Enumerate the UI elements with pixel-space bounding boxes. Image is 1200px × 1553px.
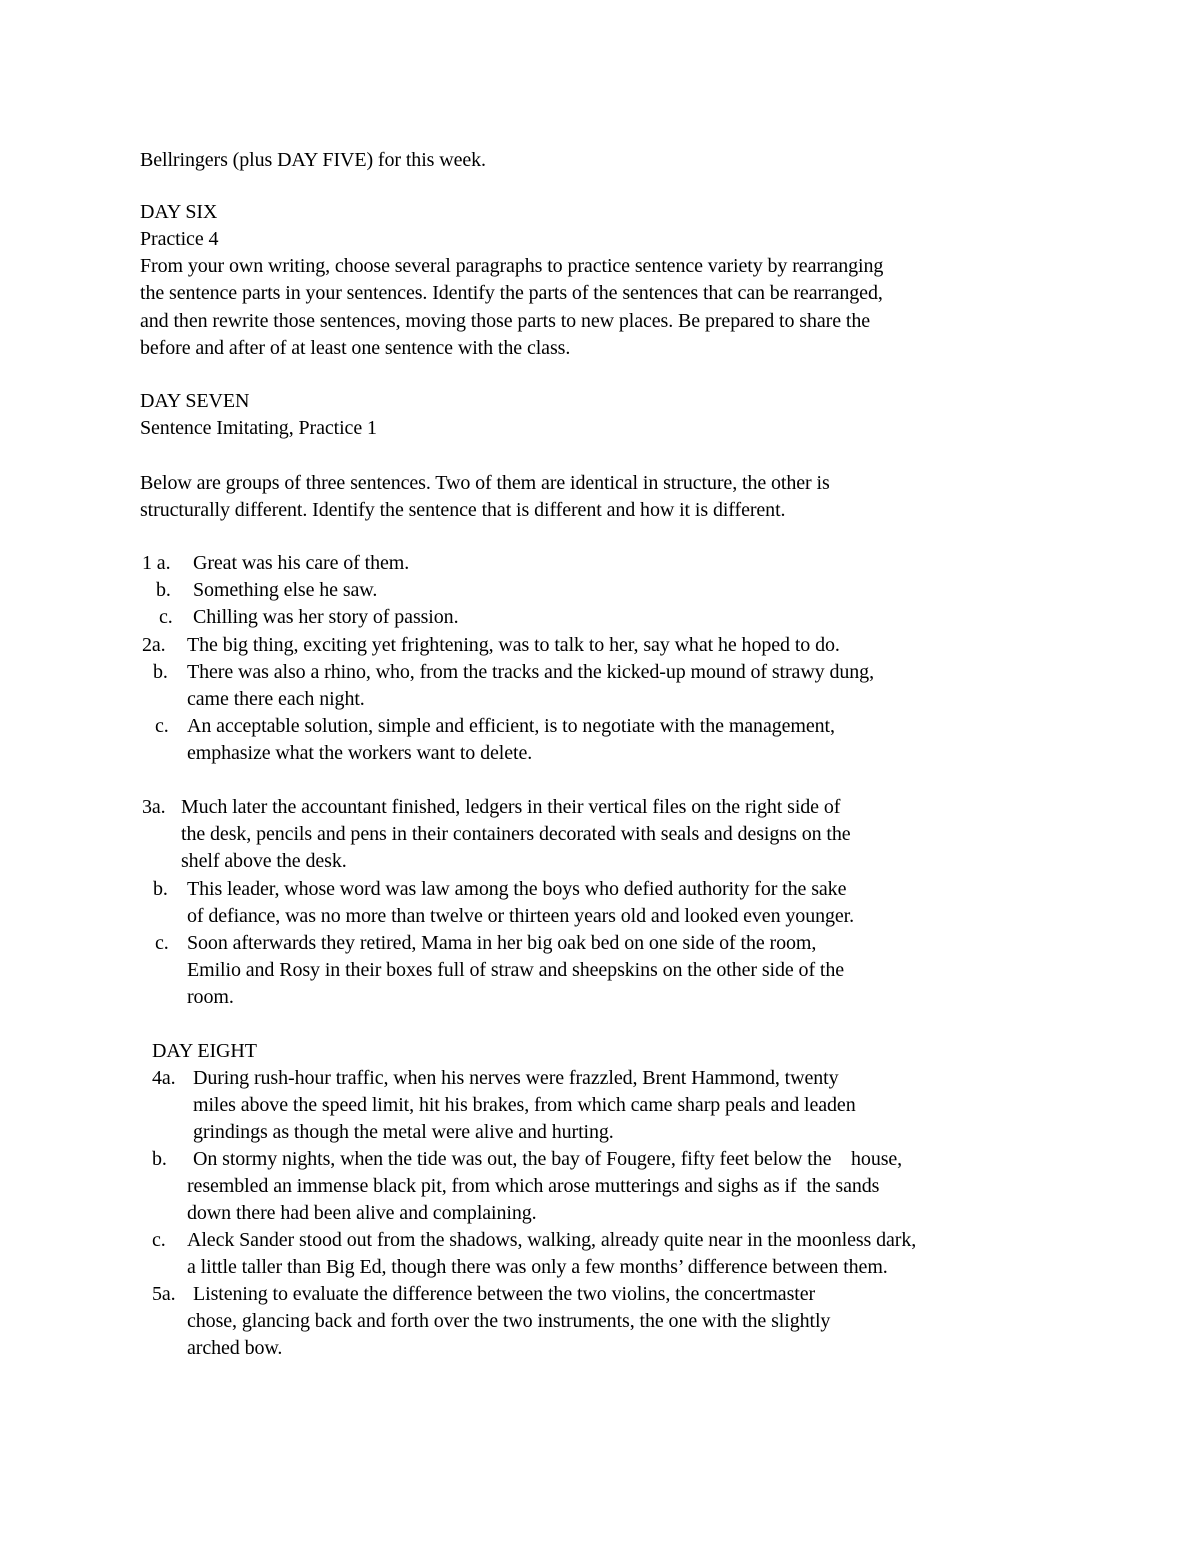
item-text: Much later the accountant finished, ledgers in their vertical files on the right side of (181, 796, 841, 818)
day-seven-instructions-line: structurally different. Identify the sentence that is different and how it is different. (140, 499, 786, 521)
item-text: came there each night. (187, 688, 365, 710)
day-seven-heading: DAY SEVEN (140, 390, 250, 412)
item-label: b. (153, 878, 168, 900)
item-text: room. (187, 986, 234, 1008)
item-label: c. (155, 715, 169, 737)
item-text: chose, glancing back and forth over the two instruments, the one with the slightly (187, 1310, 831, 1332)
item-text: shelf above the desk. (181, 850, 347, 872)
item-text: miles above the speed limit, hit his brakes, from which came sharp peals and leaden (193, 1094, 856, 1116)
item-label: c. (159, 606, 173, 628)
item-label: b. (152, 1148, 167, 1170)
item-text: During rush-hour traffic, when his nerves were frazzled, Brent Hammond, twenty (193, 1067, 839, 1089)
item-text: arched bow. (187, 1337, 283, 1359)
item-label: c. (155, 932, 169, 954)
item-label: c. (152, 1229, 166, 1251)
item-label: 3a. (142, 796, 166, 818)
item-label: 2a. (142, 634, 166, 656)
item-text: There was also a rhino, who, from the tracks and the kicked-up mound of strawy dung, (187, 661, 874, 683)
day-six-paragraph-line: the sentence parts in your sentences. Identify the parts of the sentences that can be rearranged, (140, 282, 883, 304)
item-text: Emilio and Rosy in their boxes full of straw and sheepskins on the other side of the (187, 959, 845, 981)
day-six-paragraph-line: and then rewrite those sentences, moving those parts to new places. Be prepared to share the (140, 310, 871, 332)
item-label: b. (156, 579, 171, 601)
day-eight-heading: DAY EIGHT (152, 1040, 257, 1062)
document-intro: Bellringers (plus DAY FIVE) for this week. (140, 149, 486, 171)
item-label: 1 a. (142, 552, 171, 574)
day-six-paragraph-line: before and after of at least one sentence with the class. (140, 337, 571, 359)
item-text: down there had been alive and complaining. (187, 1202, 537, 1224)
item-text: Great was his care of them. (193, 552, 410, 574)
day-seven-subheading: Sentence Imitating, Practice 1 (140, 417, 377, 439)
item-text: Soon afterwards they retired, Mama in her big oak bed on one side of the room, (187, 932, 817, 954)
item-text: the desk, pencils and pens in their containers decorated with seals and designs on the (181, 823, 851, 845)
item-text: of defiance, was no more than twelve or thirteen years old and looked even younger. (187, 905, 855, 927)
item-text: grindings as though the metal were alive and hurting. (193, 1121, 614, 1143)
item-text: resembled an immense black pit, from which arose mutterings and sighs as if the sands (187, 1175, 880, 1197)
day-six-paragraph-line: From your own writing, choose several paragraphs to practice sentence variety by rearranging (140, 255, 884, 277)
item-text: Listening to evaluate the difference between the two violins, the concertmaster (193, 1283, 816, 1305)
item-text: This leader, whose word was law among the boys who defied authority for the sake (187, 878, 847, 900)
item-text: On stormy nights, when the tide was out, the bay of Fougere, fifty feet below the house, (193, 1148, 903, 1170)
item-text: Aleck Sander stood out from the shadows, walking, already quite near in the moonless dark, (187, 1229, 917, 1251)
item-label: b. (153, 661, 168, 683)
item-label: 4a. (152, 1067, 176, 1089)
day-six-heading: DAY SIX (140, 201, 218, 223)
item-label: 5a. (152, 1283, 176, 1305)
day-six-subheading: Practice 4 (140, 228, 219, 250)
item-text: Something else he saw. (193, 579, 378, 601)
day-seven-instructions-line: Below are groups of three sentences. Two of them are identical in structure, the other is (140, 472, 830, 494)
item-text: a little taller than Big Ed, though there was only a few months’ difference between them. (187, 1256, 888, 1278)
item-text: An acceptable solution, simple and efficient, is to negotiate with the management, (187, 715, 835, 737)
item-text: Chilling was her story of passion. (193, 606, 459, 628)
item-text: emphasize what the workers want to delete. (187, 742, 533, 764)
item-text: The big thing, exciting yet frightening, was to talk to her, say what he hoped to do. (187, 634, 840, 656)
